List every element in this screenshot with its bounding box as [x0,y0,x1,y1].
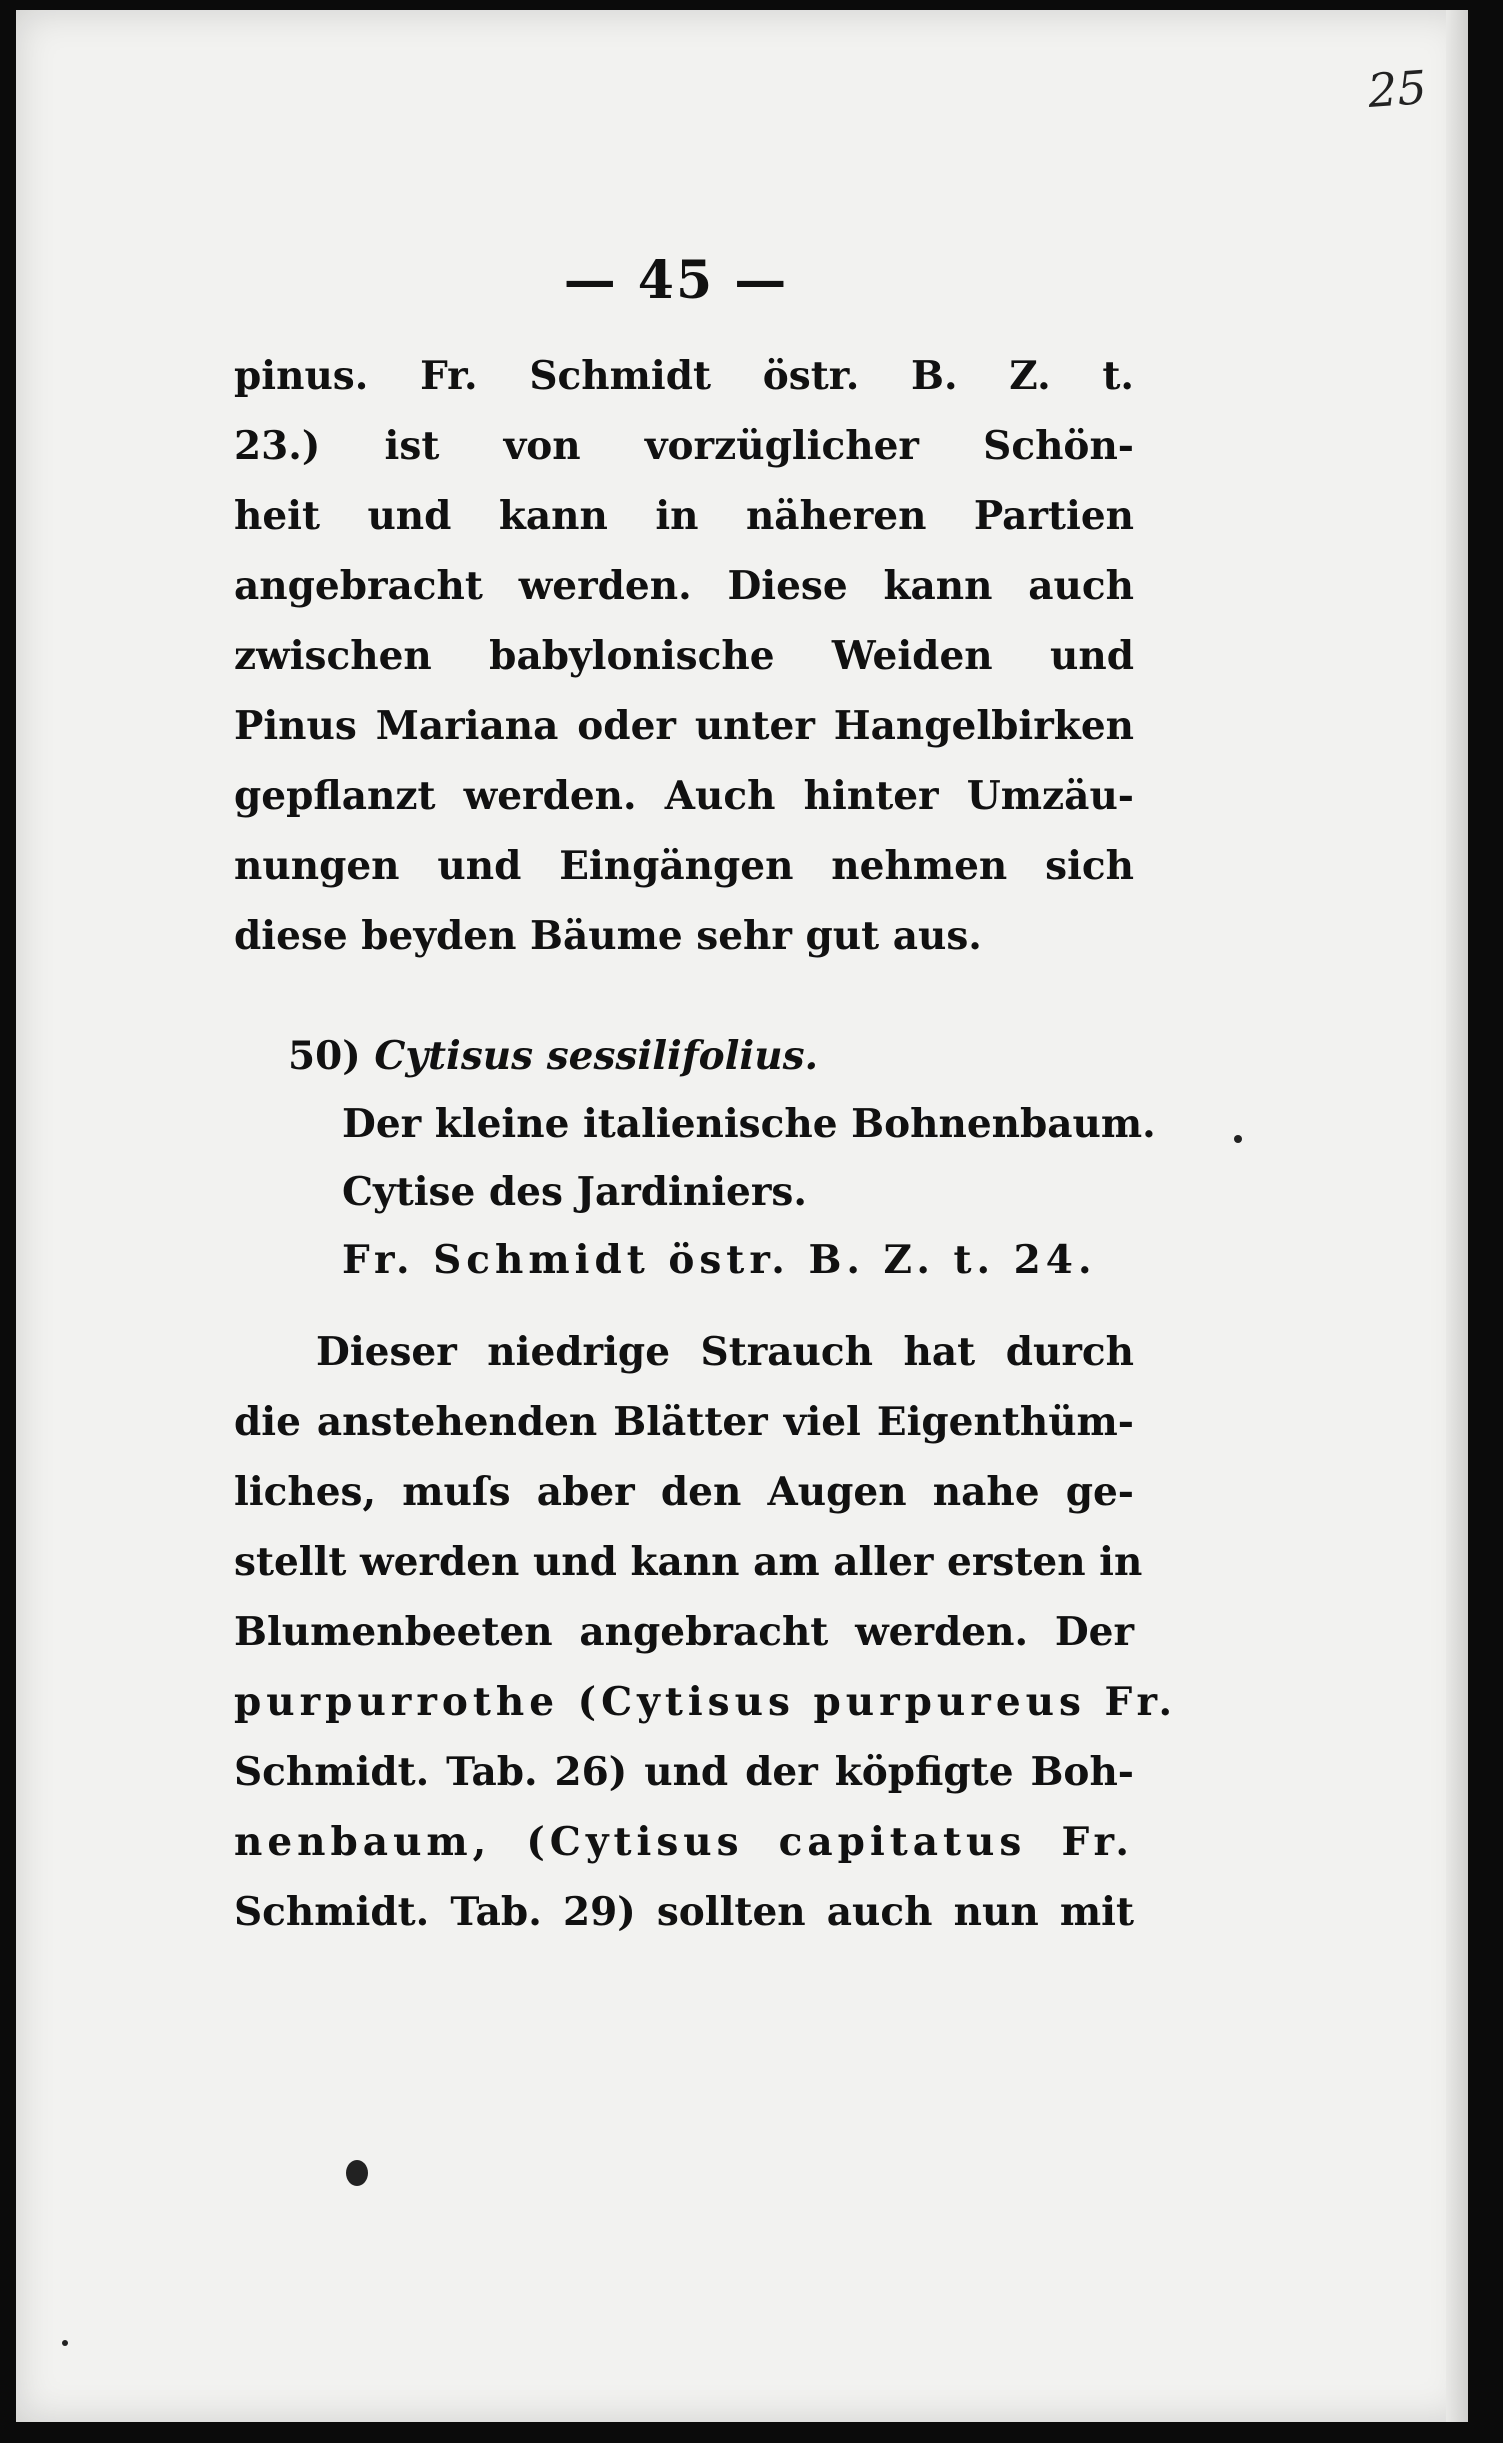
text-line: Blumenbeeten angebracht werden. Der [234,1609,1134,1655]
ink-speck [62,2340,68,2346]
text-line: heit und kann in näheren Partien [234,493,1134,539]
text-line: diese beyden Bäume sehr gut aus. [234,913,982,959]
entry-french-name: Cytise des Jardiniers. [342,1169,807,1215]
text-line: 23.) ist von vorzüglicher Schön- [234,423,1134,469]
text-line: liches, muſs aber den Augen nahe ge- [234,1469,1134,1515]
ink-speck [346,2160,368,2186]
text-line: Schmidt. Tab. 29) sollten auch nun mit [234,1889,1134,1935]
text-line: Schmidt. Tab. 26) und der köpfigte Boh- [234,1749,1134,1795]
text-line: Dieser niedrige Strauch hat durch [316,1329,1134,1375]
text-line: pinus. Fr. Schmidt östr. B. Z. t. [234,353,1134,399]
entry-title [288,1032,1128,1080]
ink-speck [1234,1135,1242,1143]
text-line: gepflanzt werden. Auch hinter Umzäu- [234,773,1134,819]
book-page [16,10,1468,2422]
text-line: angebracht werden. Diese kann auch [234,563,1134,609]
text-line: nungen und Eingängen nehmen sich [234,843,1134,889]
text-line: Pinus Mariana oder unter Hangelbirken [234,703,1134,749]
entry-german-name: Der kleine italienische Bohnenbaum. [342,1101,1156,1147]
entry-number: 50) [288,1033,361,1079]
text-line: purpurrothe (Cytisus purpureus Fr. [234,1679,1178,1725]
entry-latin-name: Cytisus sessilifolius. [374,1033,819,1079]
page-header: — 45 — [563,250,789,311]
text-line: stellt werden und kann am aller ersten in [234,1539,1143,1585]
folio-number: 25 [1366,60,1429,118]
page-spine-shadow [1446,10,1468,2422]
text-line: zwischen babylonische Weiden und [234,633,1134,679]
text-line: die anstehenden Blätter viel Eigenthüm- [234,1399,1134,1445]
entry-reference: Fr. Schmidt östr. B. Z. t. 24. [342,1237,1097,1283]
text-line: nenbaum, (Cytisus capitatus Fr. [234,1819,1134,1865]
